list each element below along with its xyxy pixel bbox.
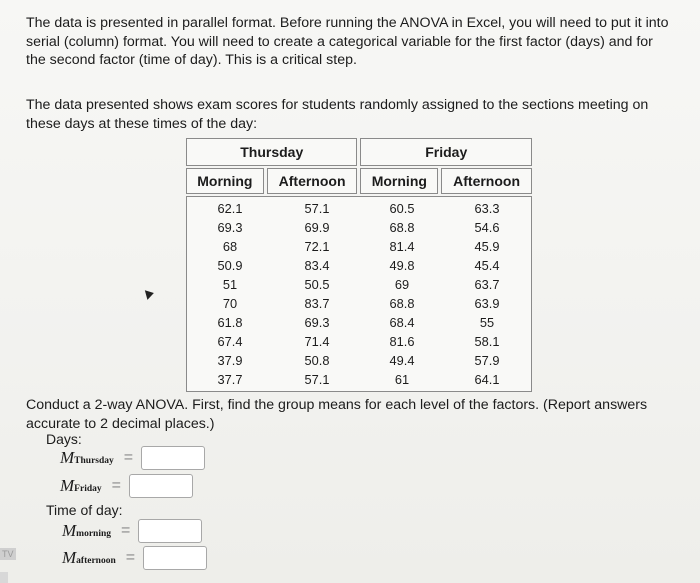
cell: 57.1 <box>304 372 330 387</box>
cell: 57.1 <box>304 201 330 216</box>
cell: 57.9 <box>474 353 500 368</box>
mean-subscript-afternoon: afternoon <box>76 556 116 566</box>
corner-tab-lower <box>0 572 8 583</box>
equals-sign: = <box>123 449 134 466</box>
cell: 49.8 <box>389 258 415 273</box>
cell: 70 <box>222 296 238 311</box>
mean-thursday-input[interactable] <box>141 446 205 470</box>
cell: 37.7 <box>217 372 243 387</box>
mean-thursday-row <box>60 446 205 470</box>
header-thursday-morning: Morning <box>186 168 264 194</box>
cell: 71.4 <box>304 334 330 349</box>
cell: 50.5 <box>304 277 330 292</box>
mouse-cursor-icon <box>145 288 155 300</box>
instructions-paragraph-3: Conduct a 2-way ANOVA. First, find the group means for each level of the factors. (Report answers accurate to 2 decimal places.) <box>26 397 648 432</box>
header-thursday-afternoon: Afternoon <box>267 168 358 194</box>
column-friday-morning <box>361 199 443 389</box>
cell: 67.4 <box>217 334 243 349</box>
instructions-paragraph-1: The data is presented in parallel format. Before running the ANOVA in Excel, you will need to put it into serial (column) format. You will need to create a categorical variable for the first factor (days) and for the second factor (time of day). This is a critical step. <box>26 15 669 68</box>
cell: 37.9 <box>217 353 243 368</box>
cell: 83.7 <box>304 296 330 311</box>
cell: 68.8 <box>389 220 415 235</box>
cell: 68.8 <box>389 296 415 311</box>
cell: 83.4 <box>304 258 330 273</box>
cell: 69.9 <box>304 220 330 235</box>
mean-symbol: M <box>60 476 75 495</box>
mean-morning-row <box>62 519 202 543</box>
header-friday-morning: Morning <box>360 168 438 194</box>
cell: 60.5 <box>389 201 415 216</box>
scores-block <box>186 196 532 392</box>
column-thursday-afternoon <box>273 199 361 389</box>
cell: 68 <box>222 239 238 254</box>
mean-symbol: M <box>60 448 75 467</box>
cell: 45.9 <box>474 239 500 254</box>
equals-sign: = <box>125 549 136 566</box>
column-friday-afternoon <box>443 199 531 389</box>
equals-sign: = <box>121 522 131 539</box>
equals-sign: = <box>111 477 121 494</box>
cell: 50.9 <box>217 258 243 273</box>
mean-symbol: M <box>62 521 77 540</box>
mean-subscript-morning: morning <box>76 529 112 539</box>
instructions-paragraph-2: The data presented shows exam scores for students randomly assigned to the sections meeting on these days at these times of the day: <box>26 97 649 132</box>
cell: 62.1 <box>217 201 243 216</box>
mean-morning-input[interactable] <box>138 519 202 543</box>
cell: 49.4 <box>389 353 415 368</box>
mean-friday-input[interactable] <box>129 474 193 498</box>
cell: 63.7 <box>474 277 500 292</box>
mean-symbol: M <box>62 548 77 567</box>
header-friday: Friday <box>360 138 532 166</box>
header-thursday: Thursday <box>186 138 357 166</box>
cell: 64.1 <box>474 372 500 387</box>
mean-subscript-friday: Friday <box>74 484 102 494</box>
cell: 61 <box>394 372 410 387</box>
cell: 81.4 <box>389 239 415 254</box>
cell: 69.3 <box>217 220 243 235</box>
cell: 45.4 <box>474 258 500 273</box>
cell: 63.9 <box>474 296 500 311</box>
cell: 55 <box>479 315 495 330</box>
corner-tab: TV <box>2 549 14 559</box>
mean-friday-row <box>60 474 193 498</box>
cell: 81.6 <box>389 334 415 349</box>
cell: 51 <box>222 277 238 292</box>
cell: 69 <box>394 277 410 292</box>
cell: 61.8 <box>217 315 243 330</box>
cell: 58.1 <box>474 334 500 349</box>
cell: 63.3 <box>474 201 500 216</box>
cell: 69.3 <box>304 315 330 330</box>
header-friday-afternoon: Afternoon <box>441 168 532 194</box>
cell: 68.4 <box>389 315 415 330</box>
cell: 72.1 <box>304 239 330 254</box>
cell: 54.6 <box>474 220 500 235</box>
time-of-day-label: Time of day: <box>46 502 123 518</box>
column-thursday-morning <box>187 199 273 389</box>
mean-afternoon-row <box>62 546 207 570</box>
exam-scores-table <box>178 136 535 394</box>
mean-subscript-thursday: Thursday <box>74 456 114 466</box>
mean-afternoon-input[interactable] <box>143 546 207 570</box>
cell: 50.8 <box>304 353 330 368</box>
days-label: Days: <box>46 431 82 447</box>
